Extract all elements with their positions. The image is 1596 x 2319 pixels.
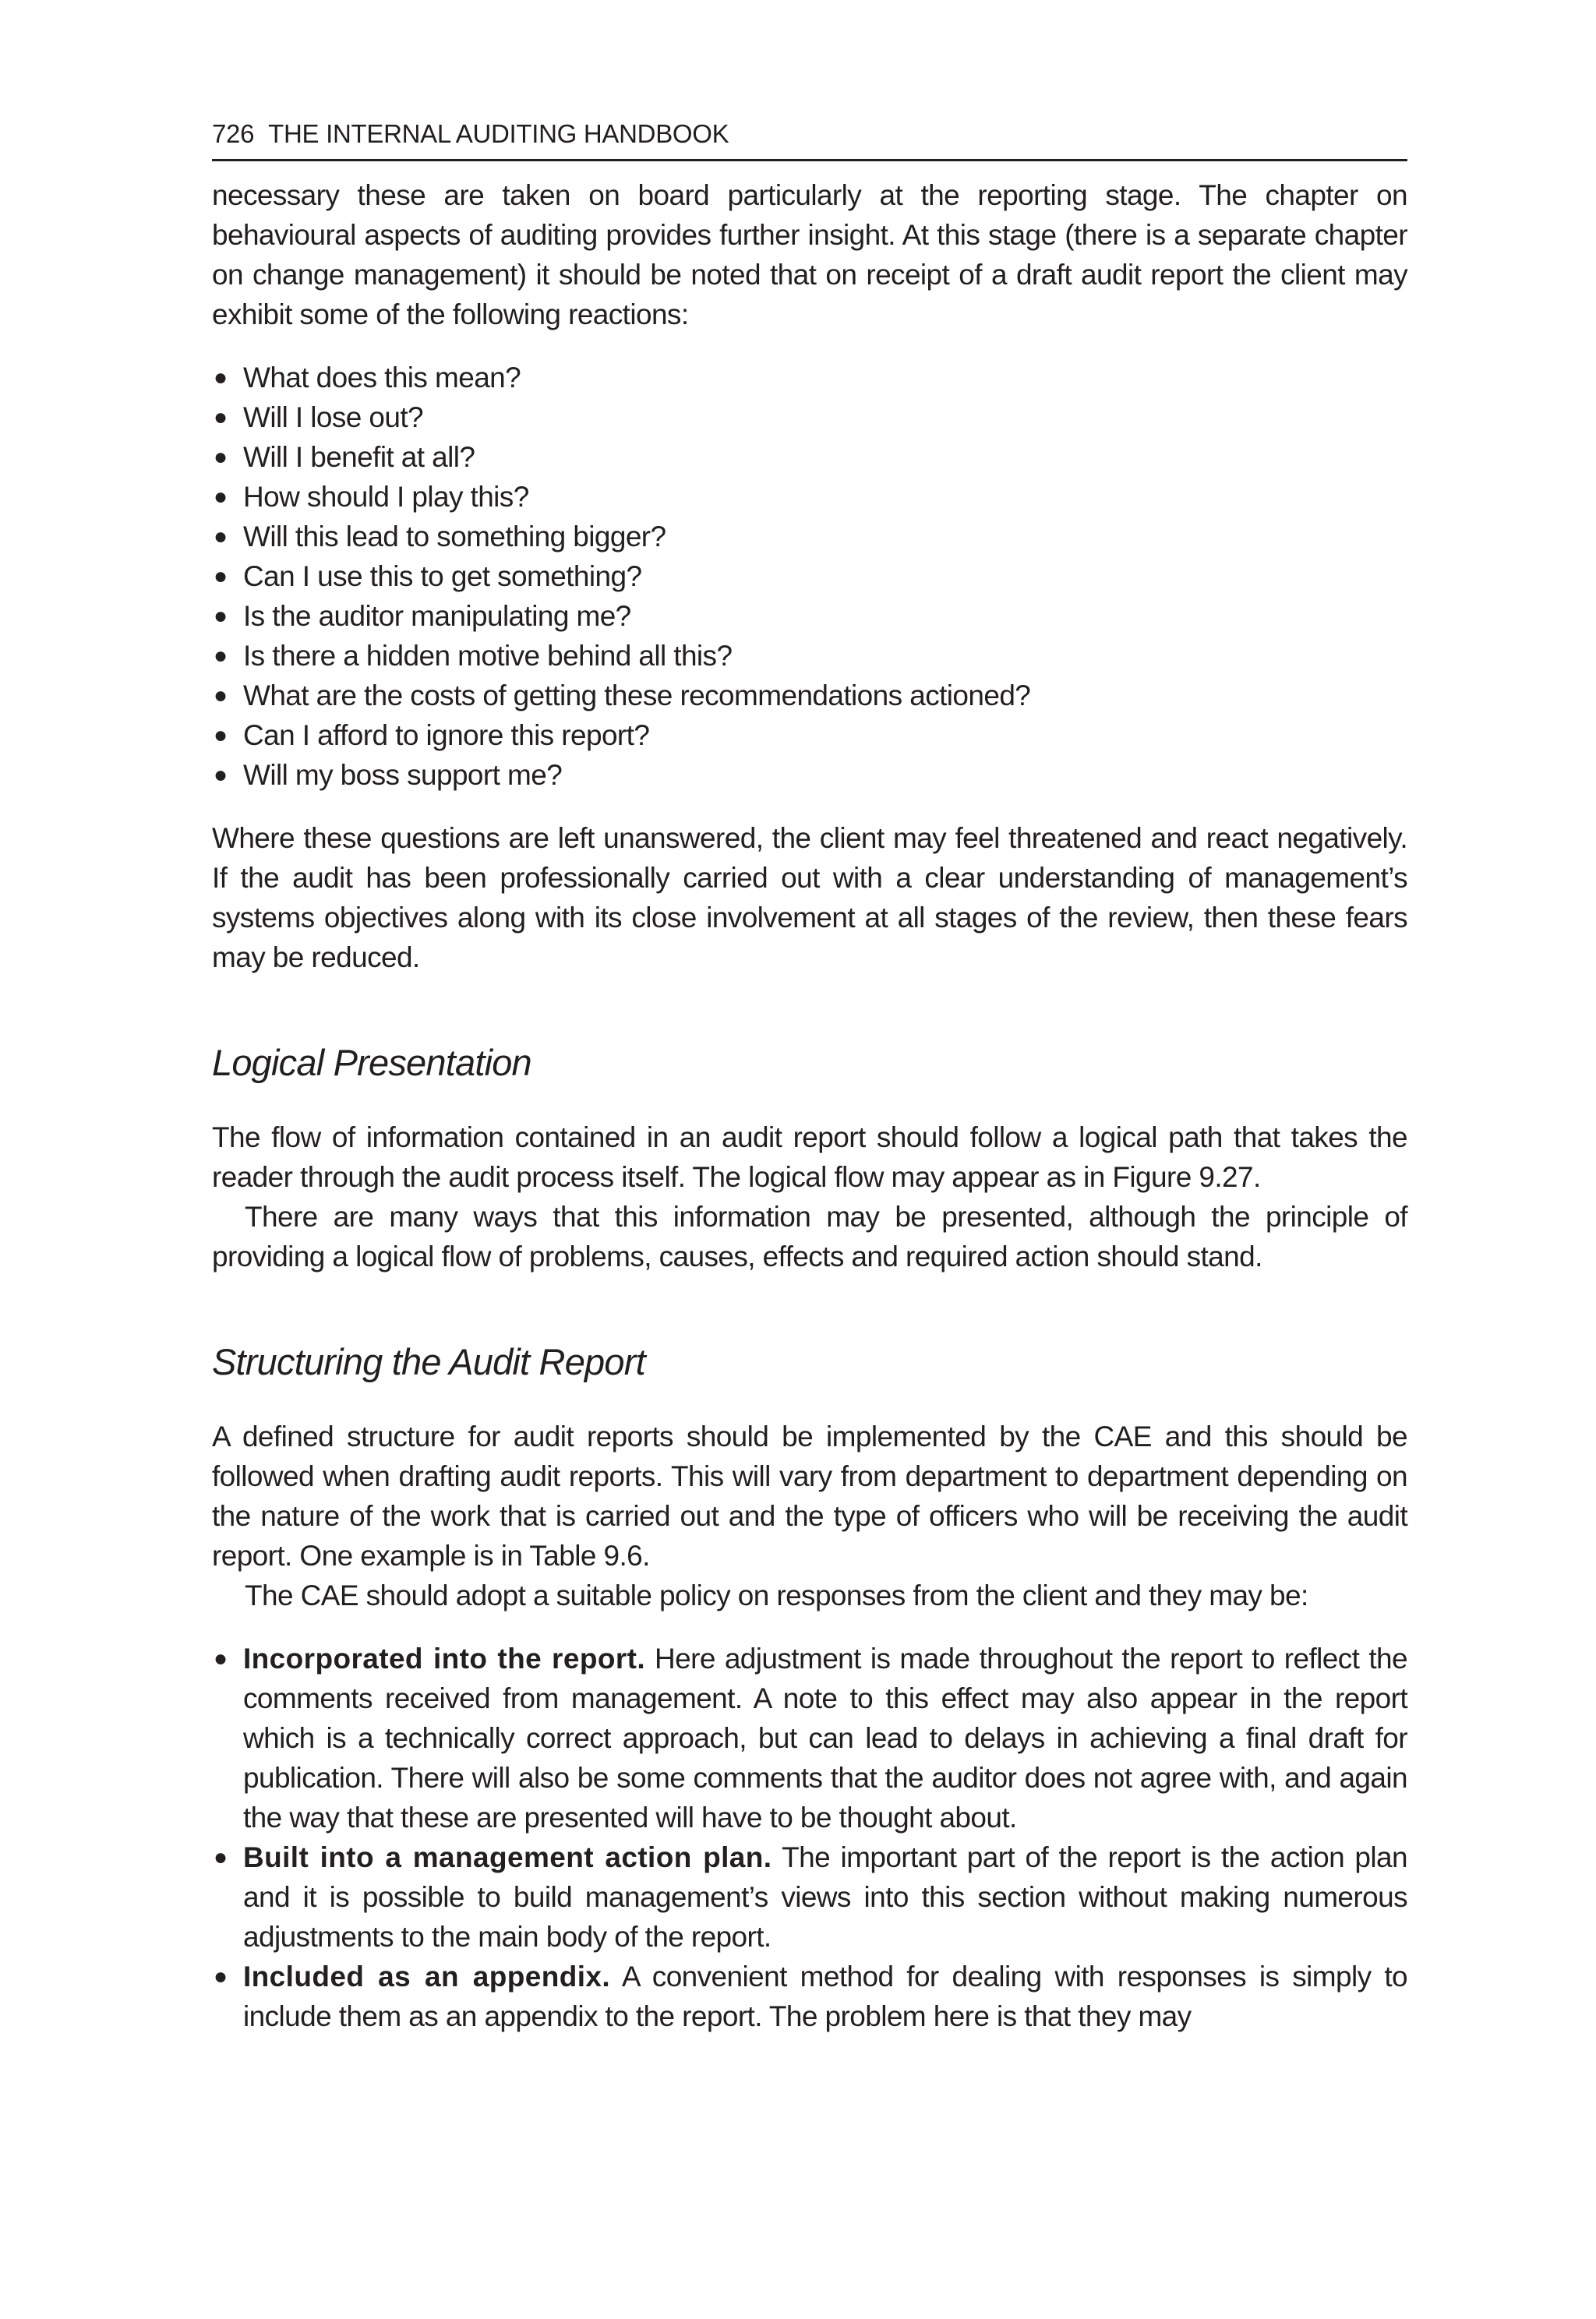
bullet-icon: ●: [214, 643, 228, 669]
list-item: ● Will I lose out?: [212, 397, 1407, 437]
list-item: ● Is the auditor manipulating me?: [212, 596, 1407, 636]
list-item: ● Can I use this to get something?: [212, 556, 1407, 596]
book-title: THE INTERNAL AUDITING HANDBOOK: [268, 119, 729, 148]
policy-lead: Incorporated into the report.: [243, 1643, 646, 1675]
bullet-icon: ●: [214, 1844, 228, 1870]
list-item: [212, 1837, 1407, 1957]
bullet-icon: ●: [214, 524, 228, 549]
bullet-icon: ●: [214, 1646, 228, 1671]
bullet-icon: ●: [214, 762, 228, 788]
response-policy-list: [212, 1639, 1407, 2036]
bullet-icon: ●: [214, 563, 228, 589]
bullet-icon: ●: [214, 722, 228, 748]
policy-text: Here adjustment is made throughout the report to reflect the comments received from management. A note to this effect may also appear in the report which is a technically correct approach, but can lead to delays in achieving a final draft for publication. There will also be some comments that the auditor does not agree with, and again the way that these are presented will have to be thought about.: [243, 1643, 1407, 1834]
policy-text: A convenient method for dealing with responses is simply to include them as an appendix to the report. The problem here is that they may: [243, 1961, 1407, 2032]
section-heading-logical-presentation: Logical Presentation: [212, 1042, 531, 1083]
list-item: ● Will this lead to something bigger?: [212, 517, 1407, 556]
list-item: [212, 1957, 1407, 2036]
page-number: 726: [212, 119, 255, 148]
list-item: ● Will my boss support me?: [212, 755, 1407, 795]
structuring-paragraph-2: The CAE should adopt a suitable policy on responses from the client and they may be:: [245, 1580, 1308, 1611]
logical-paragraph-1: The flow of information contained in an audit report should follow a logical path that takes the reader through the audit process itself. The logical flow may appear as in Figure 9.27.: [212, 1121, 1407, 1193]
logical-paragraph-2: There are many ways that this information may be presented, although the principle of providing a logical flow of problems, causes, effects and required action should stand.: [212, 1201, 1407, 1272]
reaction-questions-list: [212, 358, 1407, 795]
list-item: ● What are the costs of getting these recommendations actioned?: [212, 676, 1407, 715]
list-item: ● What does this mean?: [212, 358, 1407, 397]
bullet-icon: ●: [214, 444, 228, 470]
structuring-paragraph-1: A defined structure for audit reports should be implemented by the CAE and this should be followed when drafting audit reports. This will vary from department to department depending on the nature of the work that is carried out and the type of officers who will be receiving the audit report. One example is in Table 9.6.: [212, 1421, 1407, 1572]
after-questions-paragraph: Where these questions are left unanswered, the client may feel threatened and react negatively. If the audit has been professionally carried out with a clear understanding of management’s systems objectives along with its close involvement at all stages of the review, then these fears may be reduced.: [212, 822, 1407, 973]
bullet-icon: ●: [214, 1964, 228, 1989]
bullet-icon: ●: [214, 404, 228, 430]
policy-lead: Built into a management action plan.: [243, 1841, 772, 1873]
list-item: ● Is there a hidden motive behind all this?: [212, 636, 1407, 676]
bullet-icon: ●: [214, 603, 228, 629]
document-page: [212, 117, 1407, 2036]
section-heading-structuring: Structuring the Audit Report: [212, 1341, 645, 1382]
list-item: ● How should I play this?: [212, 477, 1407, 517]
list-item: [212, 1639, 1407, 1837]
list-item: ● Can I afford to ignore this report?: [212, 715, 1407, 755]
policy-text: The important part of the report is the action plan and it is possible to build management’s views into this section without making numerous adjustments to the main body of the report.: [243, 1841, 1407, 1953]
policy-lead: Included as an appendix.: [243, 1961, 611, 1993]
bullet-icon: ●: [214, 683, 228, 708]
list-item: ● Will I benefit at all?: [212, 437, 1407, 477]
bullet-icon: ●: [214, 484, 228, 510]
intro-paragraph: necessary these are taken on board particularly at the reporting stage. The chapter on behavioural aspects of auditing provides further insight. At this stage (there is a separate chapter on change management) it should be noted that on receipt of a draft audit report the client may exhibit some of the following reactions:: [212, 179, 1407, 330]
running-header: [212, 117, 1407, 161]
bullet-icon: ●: [214, 365, 228, 390]
